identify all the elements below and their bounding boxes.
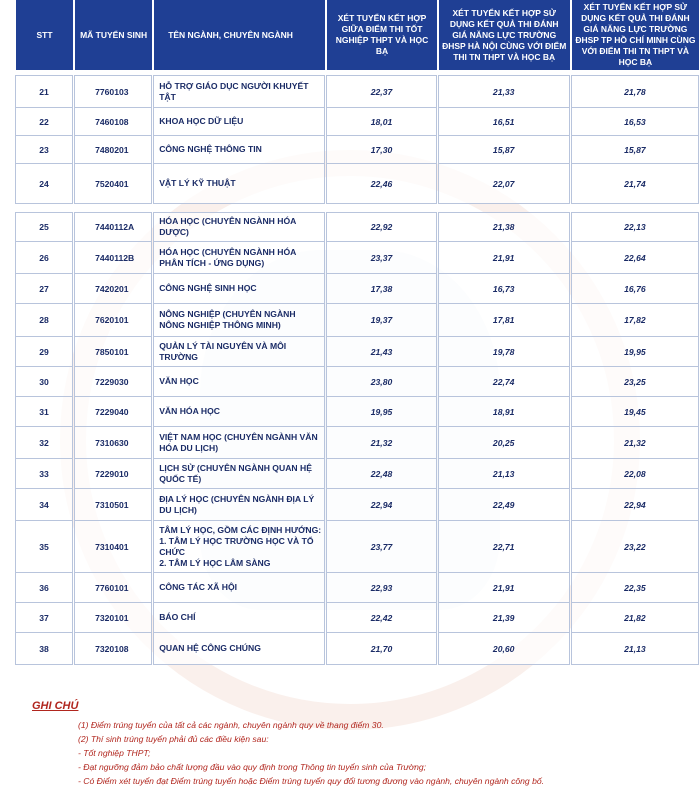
cell-s1: 22,94: [326, 489, 436, 521]
cell-s3: 22,64: [571, 242, 699, 274]
cell-stt: 21: [15, 75, 73, 108]
cell-s3: 16,53: [571, 108, 699, 136]
cell-stt: 24: [15, 164, 73, 204]
cell-s3: 23,22: [571, 521, 699, 573]
cell-name: KHOA HỌC DỮ LIỆU: [153, 108, 325, 136]
table-row: [15, 459, 699, 489]
cell-s2: 19,78: [438, 337, 570, 367]
cell-code: 7760101: [74, 573, 152, 603]
header-score-hcmue: XÉT TUYỂN KẾT HỢP SỬ DỤNG KẾT QUẢ THI ĐÁNH GIÁ NĂNG LỰC TRƯỜNG ĐHSP TP HỒ CHÍ MINH CÙNG VỚI ĐIỂM THI TN THPT VÀ HỌC BẠ: [571, 0, 699, 70]
table-row: [15, 242, 699, 274]
cell-s2: 22,07: [438, 164, 570, 204]
table-row: [15, 136, 699, 164]
cell-code: 7229040: [74, 397, 152, 427]
cell-s2: 18,91: [438, 397, 570, 427]
cell-s2: 22,71: [438, 521, 570, 573]
table-row: [15, 633, 699, 665]
cell-stt: 28: [15, 304, 73, 337]
table-row: [15, 108, 699, 136]
cell-s2: 22,49: [438, 489, 570, 521]
table-row: [15, 337, 699, 367]
cell-stt: 32: [15, 427, 73, 459]
cell-s3: 19,45: [571, 397, 699, 427]
cell-name: VĂN HÓA HỌC: [153, 397, 325, 427]
cell-s2: 21,33: [438, 75, 570, 108]
cell-stt: 33: [15, 459, 73, 489]
cell-stt: 25: [15, 212, 73, 242]
cell-s2: 20,25: [438, 427, 570, 459]
header-score-hnue: XÉT TUYỂN KẾT HỢP SỬ DỤNG KẾT QUẢ THI ĐÁNH GIÁ NĂNG LỰC TRƯỜNG ĐHSP HÀ NỘI CÙNG VỚI ĐIỂM THI TN THPT VÀ HỌC BẠ: [438, 0, 570, 70]
cell-stt: 36: [15, 573, 73, 603]
cell-code: 7760103: [74, 75, 152, 108]
notes-lines: [14, 718, 694, 788]
table-row: [15, 573, 699, 603]
header-code: MÃ TUYỂN SINH: [74, 0, 152, 70]
cell-s3: 15,87: [571, 136, 699, 164]
cell-s1: 22,48: [326, 459, 436, 489]
cell-s2: 21,38: [438, 212, 570, 242]
cell-name: VĂN HỌC: [153, 367, 325, 397]
table-row: [15, 164, 699, 204]
cell-code: 7440112A: [74, 212, 152, 242]
cell-code: 7310501: [74, 489, 152, 521]
cell-s2: 21,13: [438, 459, 570, 489]
cell-s2: 22,74: [438, 367, 570, 397]
table-row: [15, 274, 699, 304]
cell-name: CÔNG NGHỆ SINH HỌC: [153, 274, 325, 304]
note-line: - Đạt ngưỡng đảm bảo chất lượng đầu vào quy định trong Thông tin tuyển sinh của Trường;: [78, 762, 427, 772]
cell-s1: 18,01: [326, 108, 436, 136]
cell-code: 7850101: [74, 337, 152, 367]
cell-name: HÓA HỌC (CHUYÊN NGÀNH HÓA DƯỢC): [153, 212, 325, 242]
cell-s3: 21,13: [571, 633, 699, 665]
cell-s1: 19,95: [326, 397, 436, 427]
cell-code: 7420201: [74, 274, 152, 304]
notes-title: GHI CHÚ: [32, 700, 79, 712]
cell-name: VẬT LÝ KỸ THUẬT: [153, 164, 325, 204]
cell-stt: 22: [15, 108, 73, 136]
cell-s3: 21,82: [571, 603, 699, 633]
cell-s1: 17,30: [326, 136, 436, 164]
note-line: - Có Điểm xét tuyển đạt Điểm trúng tuyển hoặc Điểm trúng tuyển quy đổi tương đương vào ngành, chuyên ngành công bố.: [78, 776, 545, 786]
cell-name: ĐỊA LÝ HỌC (CHUYÊN NGÀNH ĐỊA LÝ DU LỊCH): [153, 489, 325, 521]
cell-s3: 23,25: [571, 367, 699, 397]
cell-s2: 16,73: [438, 274, 570, 304]
cell-s3: 22,13: [571, 212, 699, 242]
cell-code: 7520401: [74, 164, 152, 204]
cell-stt: 38: [15, 633, 73, 665]
cell-code: 7320108: [74, 633, 152, 665]
table-row: [15, 75, 699, 108]
cell-s1: 23,77: [326, 521, 436, 573]
cell-name: TÂM LÝ HỌC, GỒM CÁC ĐỊNH HƯỚNG: 1. TÂM LÝ HỌC TRƯỜNG HỌC VÀ TỔ CHỨC 2. TÂM LÝ HỌC LÂM SÀNG: [153, 521, 325, 573]
admission-score-table: [14, 0, 700, 665]
cell-s2: 20,60: [438, 633, 570, 665]
cell-name: BÁO CHÍ: [153, 603, 325, 633]
cell-name: QUAN HỆ CÔNG CHÚNG: [153, 633, 325, 665]
cell-code: 7229010: [74, 459, 152, 489]
cell-s3: 17,82: [571, 304, 699, 337]
cell-s3: 22,35: [571, 573, 699, 603]
cell-name: HÓA HỌC (CHUYÊN NGÀNH HÓA PHÂN TÍCH - ỨNG DỤNG): [153, 242, 325, 274]
table-row: [15, 427, 699, 459]
cell-code: 7440112B: [74, 242, 152, 274]
cell-s1: 22,37: [326, 75, 436, 108]
cell-s1: 21,70: [326, 633, 436, 665]
cell-stt: 29: [15, 337, 73, 367]
cell-s3: 22,94: [571, 489, 699, 521]
cell-stt: 35: [15, 521, 73, 573]
table-row: [15, 521, 699, 573]
cell-name: LỊCH SỬ (CHUYÊN NGÀNH QUAN HỆ QUỐC TẾ): [153, 459, 325, 489]
cell-stt: 34: [15, 489, 73, 521]
table-header-row: [15, 0, 699, 70]
header-score-hsb: XÉT TUYỂN KẾT HỢP GIỮA ĐIỂM THI TỐT NGHIỆP THPT VÀ HỌC BẠ: [326, 0, 436, 70]
cell-stt: 30: [15, 367, 73, 397]
cell-stt: 37: [15, 603, 73, 633]
header-name: TÊN NGÀNH, CHUYÊN NGÀNH: [153, 0, 325, 70]
cell-s2: 16,51: [438, 108, 570, 136]
table-body: [15, 70, 699, 665]
cell-s2: 15,87: [438, 136, 570, 164]
cell-name: QUẢN LÝ TÀI NGUYÊN VÀ MÔI TRƯỜNG: [153, 337, 325, 367]
table-row: [15, 489, 699, 521]
cell-s3: 16,76: [571, 274, 699, 304]
cell-s1: 22,92: [326, 212, 436, 242]
cell-name: VIỆT NAM HỌC (CHUYÊN NGÀNH VĂN HÓA DU LỊCH): [153, 427, 325, 459]
cell-s1: 17,38: [326, 274, 436, 304]
table-row: [15, 603, 699, 633]
cell-s2: 21,91: [438, 242, 570, 274]
table-row: [15, 367, 699, 397]
cell-name: HỖ TRỢ GIÁO DỤC NGƯỜI KHUYẾT TẬT: [153, 75, 325, 108]
cell-s1: 22,42: [326, 603, 436, 633]
note-line: (1) Điểm trúng tuyển của tất cả các ngành, chuyên ngành quy về thang điểm 30.: [78, 720, 384, 730]
cell-s3: 21,74: [571, 164, 699, 204]
cell-s1: 21,32: [326, 427, 436, 459]
table-row: [15, 397, 699, 427]
cell-s2: 17,81: [438, 304, 570, 337]
cell-s2: 21,91: [438, 573, 570, 603]
cell-s1: 23,37: [326, 242, 436, 274]
notes-section: [14, 700, 694, 788]
cell-code: 7229030: [74, 367, 152, 397]
cell-stt: 26: [15, 242, 73, 274]
cell-code: 7480201: [74, 136, 152, 164]
cell-stt: 23: [15, 136, 73, 164]
cell-s3: 19,95: [571, 337, 699, 367]
cell-s3: 22,08: [571, 459, 699, 489]
cell-code: 7320101: [74, 603, 152, 633]
cell-s1: 19,37: [326, 304, 436, 337]
cell-s2: 21,39: [438, 603, 570, 633]
cell-code: 7310401: [74, 521, 152, 573]
table-row: [15, 304, 699, 337]
table-row: [15, 212, 699, 242]
cell-stt: 31: [15, 397, 73, 427]
cell-s3: 21,32: [571, 427, 699, 459]
cell-stt: 27: [15, 274, 73, 304]
cell-code: 7460108: [74, 108, 152, 136]
note-line: (2) Thí sinh trúng tuyển phải đủ các điều kiện sau:: [78, 734, 269, 744]
note-line: - Tốt nghiệp THPT;: [78, 748, 151, 758]
cell-s3: 21,78: [571, 75, 699, 108]
cell-s1: 22,46: [326, 164, 436, 204]
cell-name: NÔNG NGHIỆP (CHUYÊN NGÀNH NÔNG NGHIỆP THÔNG MINH): [153, 304, 325, 337]
cell-code: 7310630: [74, 427, 152, 459]
header-stt: STT: [15, 0, 73, 70]
cell-code: 7620101: [74, 304, 152, 337]
cell-s1: 22,93: [326, 573, 436, 603]
cell-s1: 21,43: [326, 337, 436, 367]
cell-name: CÔNG TÁC XÃ HỘI: [153, 573, 325, 603]
cell-s1: 23,80: [326, 367, 436, 397]
cell-name: CÔNG NGHỆ THÔNG TIN: [153, 136, 325, 164]
